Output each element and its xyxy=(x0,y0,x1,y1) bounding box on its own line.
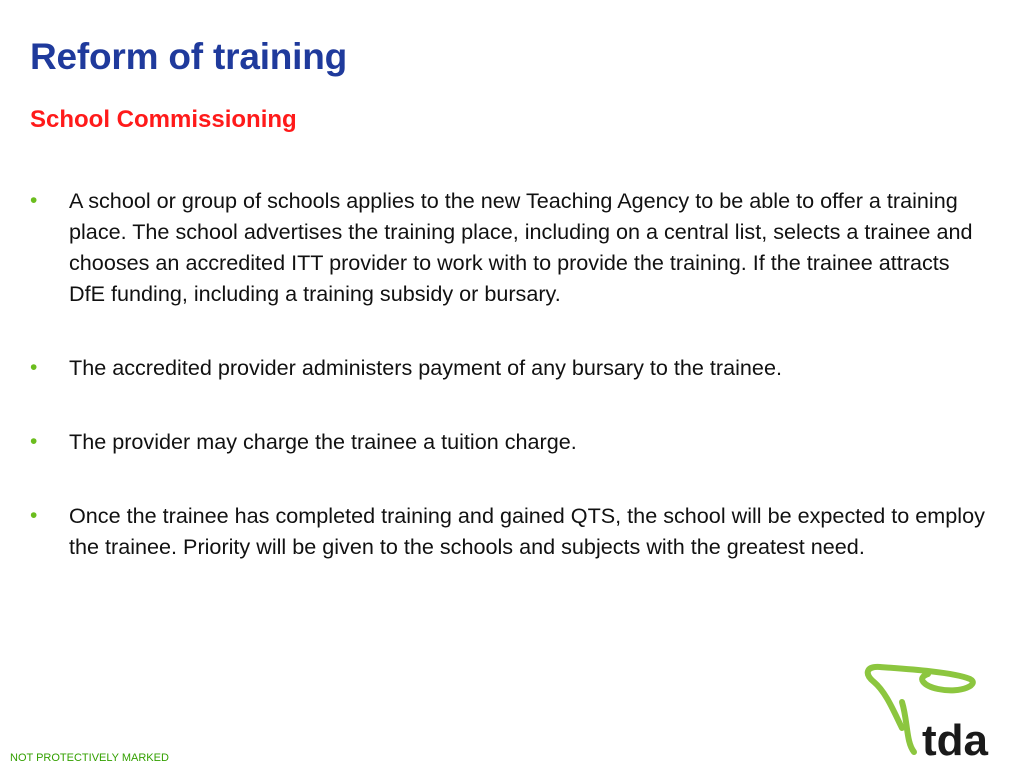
logo-stem xyxy=(902,702,914,752)
bullet-item xyxy=(30,185,990,309)
bullet-item xyxy=(30,500,990,562)
bullet-dot-icon: • xyxy=(30,430,38,453)
tda-logo-icon xyxy=(858,662,1008,762)
bullet-item xyxy=(30,352,990,383)
logo-text: tda xyxy=(922,716,988,762)
bullet-list xyxy=(30,185,990,605)
bullet-dot-icon: • xyxy=(30,189,38,212)
bullet-text: The provider may charge the trainee a tuition charge. xyxy=(69,429,577,454)
bullet-item xyxy=(30,426,990,457)
classification-label: NOT PROTECTIVELY MARKED xyxy=(10,752,169,764)
bullet-dot-icon: • xyxy=(30,356,38,379)
bullet-text: The accredited provider administers payment of any bursary to the trainee. xyxy=(69,355,782,380)
bullet-text: Once the trainee has completed training and gained QTS, the school will be expected to employ the trainee. Priority will be given to the schools and subjects with the greatest need. xyxy=(69,503,985,559)
bullet-dot-icon: • xyxy=(30,504,38,527)
slide-subtitle: School Commissioning xyxy=(30,106,297,133)
slide-title: Reform of training xyxy=(30,36,348,77)
bullet-text: A school or group of schools applies to the new Teaching Agency to be able to offer a training place. The school advertises the training place, including on a central list, selects a trainee and chooses an accredited ITT provider to work with to provide the training. If the trainee attracts DfE funding, including a training subsidy or bursary. xyxy=(69,188,973,306)
